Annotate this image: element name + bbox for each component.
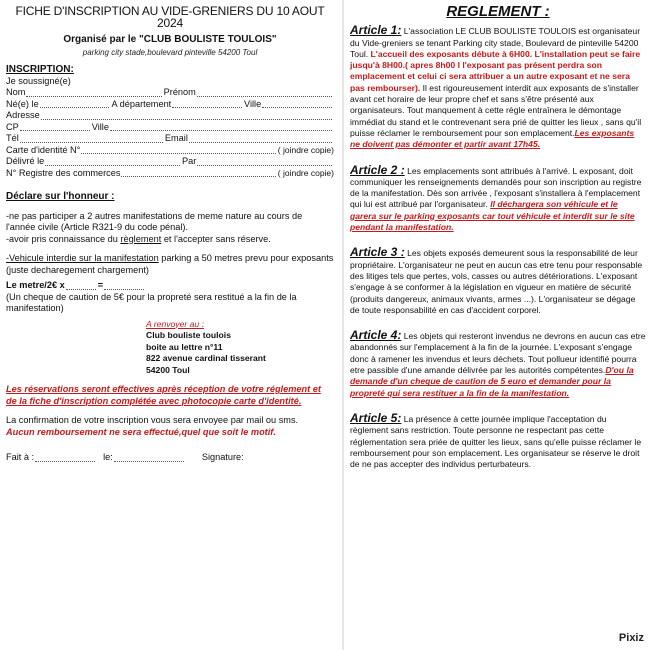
par-field[interactable] bbox=[197, 165, 332, 166]
name-row bbox=[6, 87, 334, 99]
declare-item-2: -avoir pris connaissance du règlement et l'accepter sans réserve. bbox=[6, 233, 271, 244]
cp-label: CP bbox=[6, 121, 19, 132]
renvoyer-line: Club bouliste toulois bbox=[146, 330, 231, 340]
renvoyer-line: 54200 Toul bbox=[146, 364, 190, 375]
registre-field[interactable] bbox=[121, 176, 275, 177]
je-soussigne-label: Je soussigné(e) bbox=[6, 75, 71, 86]
adresse-field[interactable] bbox=[41, 119, 332, 120]
confirmation-note: La confirmation de votre inscription vous sera envoyee par mail ou sms. bbox=[6, 415, 299, 425]
carte-row bbox=[6, 145, 334, 157]
metre-row bbox=[6, 280, 334, 292]
article-heading: Article 5: bbox=[350, 410, 402, 425]
metre-label: Le metre/2€ x bbox=[6, 280, 65, 290]
carte-field[interactable] bbox=[81, 153, 275, 154]
organizer-line: Organisé par le "CLUB BOULISTE TOULOIS" bbox=[63, 34, 277, 45]
article-heading: Article 2 : bbox=[350, 162, 405, 177]
article-heading: Article 3 : bbox=[350, 245, 405, 260]
article-5: Article 5: La présence à cette journée implique l'acceptation du règlement sans restriction. Toute personne ne respectant pas cette réglementation sera priée de quitter les lieux, sans qu'elle puisse réclamer le remboursement pour son emplacement. Les organisateur se réserve le droit de ne pas accepter des individus perturbateurs. bbox=[350, 410, 642, 470]
tel-label: Tél bbox=[6, 133, 19, 143]
article-heading: Article 4: bbox=[350, 328, 402, 343]
date-field[interactable] bbox=[114, 461, 184, 462]
metre-total-field[interactable] bbox=[104, 289, 144, 290]
prenom-label: Prénom bbox=[163, 87, 196, 97]
delivre-label: Délivré le bbox=[6, 156, 45, 166]
adresse-row bbox=[6, 110, 334, 122]
fait-a-field[interactable] bbox=[35, 461, 95, 462]
birth-row bbox=[6, 99, 334, 111]
cp-row bbox=[6, 122, 334, 134]
cp-field[interactable] bbox=[20, 130, 90, 131]
registre-label: N° Registre des commerces bbox=[6, 167, 121, 178]
departement-field[interactable] bbox=[172, 107, 242, 108]
par-label: Par bbox=[182, 156, 197, 166]
signature-label: Signature: bbox=[201, 452, 244, 462]
no-refund-note: Aucun remboursement ne sera effectué,quel que soit le motif. bbox=[6, 426, 276, 437]
ville2-field[interactable] bbox=[110, 130, 332, 131]
tel-field[interactable] bbox=[20, 142, 163, 143]
metre-equals: = bbox=[97, 280, 104, 290]
article-2: Article 2 : Les emplacements sont attribués à l'arrivé. L exposant, doit communiquer les renseignements demandés pour son inscription au registre de la manifestation. Dès son arrivée , l'exposant s'installera à l'emplacement qui lui est attribué par l'organisateur. Il déchargera son véhicule et le garera sur le parking exposants car tout véhicule et interdit sur le site pendant la manifestation. bbox=[350, 162, 642, 233]
carte-label: Carte d'identité N° bbox=[6, 144, 81, 155]
article-3: Article 3 : Les objets exposés demeurent sous la responsabilité de leur propriétaire. L'organisateur ne peut en aucun cas etre tenu pour responsable des litiges tels que pertes, vols, casses ou autres détériorations. L'exposant s'engage à se conformer à la législation en vigueur en matière de sécurité (produits dangereux, animaux vivants, armes ...). L'organisateur se dégage de toute responsabilité en cas d'accident corporel. bbox=[350, 245, 643, 315]
renvoyer-heading: A renvoyer au : bbox=[146, 318, 204, 329]
nom-field[interactable] bbox=[26, 96, 161, 97]
ne-le-label: Né(e) le bbox=[6, 98, 39, 109]
registre-row bbox=[6, 168, 334, 180]
caution-note: (Un cheque de caution de 5€ pour la propreté sera restitué a la fin de la manifestation) bbox=[6, 291, 297, 313]
shipping-address bbox=[146, 319, 334, 377]
reglement-panel bbox=[346, 0, 650, 650]
email-label: Email bbox=[164, 133, 188, 143]
inscription-heading: INSCRIPTION: bbox=[6, 64, 74, 75]
prenom-field[interactable] bbox=[197, 96, 332, 97]
adresse-label: Adresse bbox=[6, 110, 40, 120]
renvoyer-line: 822 avenue cardinal tisserant bbox=[146, 353, 266, 363]
ville2-label: Ville bbox=[91, 121, 109, 132]
departement-label: A département bbox=[111, 98, 172, 109]
article-heading: Article 1: bbox=[350, 23, 402, 38]
declare-heading: Déclare sur l'honneur : bbox=[6, 191, 115, 202]
article-1: Article 1: L'association LE CLUB BOULISTE TOULOIS est organisateur du Vide-greniers se tenant Parking city stade, Boulevard de pinteville 54200 Toul. L'accueil des exposants débute à 6H00. L'installation peut se faire jusqu'à 8H00.( apres 8h00 l l'exposant pas présent perdra son emplacement et celui ci sera attribuer a un autre exposant et ne sera pas rembourser). Il est rigoureusement interdit aux exposants de s'installer avant cet horaire de leur propre chef et sans s'être présenté aux organisateurs. Tout manquement à cette règle entraînera le démontage immédiat du stand et le contrevenant sera prié de quitter les lieux , sans qu'il puisse réclamer le remboursement pour son emplacement.Les exposants ne doivent pas démonter et partir avant 17h45. bbox=[350, 23, 642, 150]
signature-row bbox=[6, 452, 334, 464]
renvoyer-line: boite au lettre n°11 bbox=[146, 341, 223, 352]
form-title: FICHE D'INSCRIPTION AU VIDE-GRENIERS DU 10 AOUT 2024 bbox=[15, 4, 325, 30]
pixiz-watermark: Pixiz bbox=[618, 632, 644, 644]
nom-label: Nom bbox=[6, 87, 26, 97]
joindre-copie-hint-2: ( joindre copie) bbox=[277, 167, 334, 178]
declare-item-3: -Vehicule interdie sur la manifestation parking a 50 metres prevu pour exposants (juste decharegement chargement) bbox=[6, 253, 334, 275]
ne-le-field[interactable] bbox=[40, 107, 110, 108]
ville-field[interactable] bbox=[262, 107, 332, 108]
declare-item-1: -ne pas participer a 2 autres manifestations de meme nature au cours de l'année civile (Article R321-9 du code pénal). bbox=[6, 210, 303, 232]
column-divider bbox=[342, 0, 344, 650]
reglement-title: REGLEMENT : bbox=[446, 3, 550, 20]
reservations-notice: Les réservations seront effectives après réception de votre réglement et de la fiche d'inscription complétée avec photocopie carte d'identité. bbox=[6, 384, 321, 406]
email-field[interactable] bbox=[189, 142, 332, 143]
delivre-row bbox=[6, 156, 334, 168]
fait-a-label: Fait à : bbox=[6, 452, 35, 462]
delivre-field[interactable] bbox=[45, 165, 180, 166]
ville-label: Ville bbox=[244, 98, 262, 109]
joindre-copie-hint: ( joindre copie) bbox=[277, 144, 334, 155]
le-label: le: bbox=[103, 452, 113, 462]
tel-row bbox=[6, 133, 334, 145]
article-4: Article 4: Les objets qui resteront invendus ne devrons en aucun cas etre abandonnés sur l'emplacement à la fin de la journée. L'exposant s'engage donc à ramener les invendus et leurs déchets. Tout pollueur identifié pourra etre passible d'une amande délivrée par les autorités compétentes.D'ou la demande d'un cheque de caution de 5 euro et demander pour la propreté qui sera restituer a la fin de la manifestation. bbox=[350, 328, 646, 398]
metre-qty-field[interactable] bbox=[66, 289, 96, 290]
reglement-link[interactable]: règlement bbox=[120, 233, 162, 244]
event-address: parking city stade,boulevard pinteville 54200 Toul bbox=[82, 47, 258, 57]
